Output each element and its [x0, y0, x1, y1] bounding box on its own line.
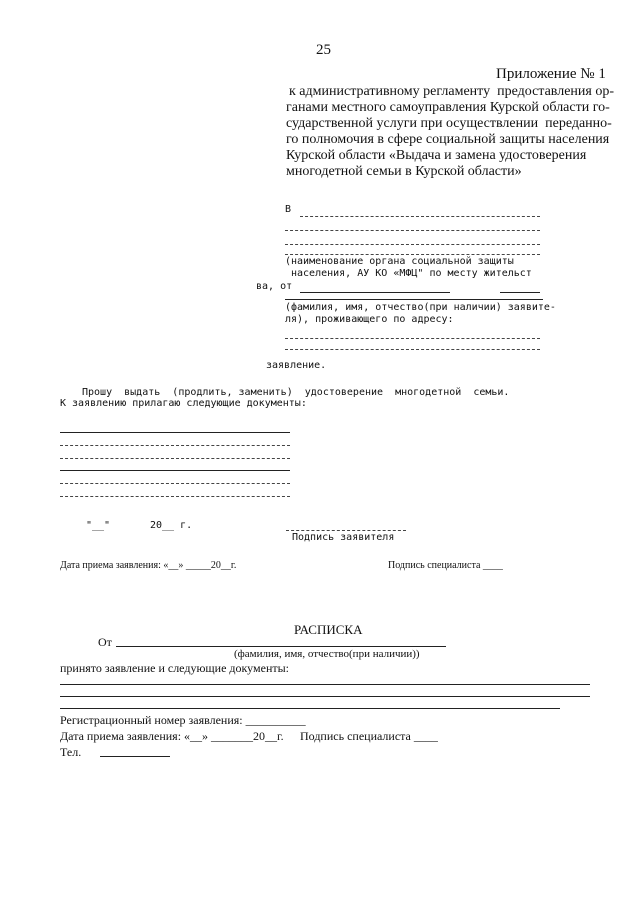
doc-line-5 — [60, 483, 290, 484]
address-fill-line-2 — [285, 349, 540, 350]
statement-body-1: Прошу выдать (продлить, заменить) удостоверение многодетной семьи. — [82, 387, 510, 398]
receipt-phone-line — [100, 756, 170, 757]
receipt-specialist: Подпись специалиста ____ — [300, 729, 438, 743]
receipt-phone-label: Тел. — [60, 745, 82, 759]
appendix-line-5: Курской области «Выдача и замена удостоверения — [286, 148, 587, 163]
statement-date-quote: "__" — [86, 520, 111, 531]
doc-line-2 — [60, 445, 290, 446]
org-caption-1: (наименование органа социальной защиты — [285, 256, 514, 267]
receipt-doc-line-1 — [60, 684, 590, 685]
from-prefix: ва, от — [256, 281, 293, 292]
receipt-fio-caption: (фамилия, имя, отчество(при наличии)) — [234, 648, 420, 660]
org-caption-2: населения, АУ КО «МФЦ" по месту жительст — [291, 268, 532, 279]
receipt-doc-line-3 — [60, 708, 560, 709]
org-fill-line-2 — [285, 230, 540, 231]
page-number: 25 — [316, 42, 331, 58]
fio-caption-2: ля), проживающего по адресу: — [285, 314, 454, 325]
org-fill-line-4 — [285, 254, 540, 255]
appendix-line-1: к административному регламенту предоставления ор- — [289, 84, 615, 99]
applicant-signature-line — [286, 530, 406, 531]
receipt-doc-line-2 — [60, 696, 590, 697]
from-fill-line — [300, 292, 450, 293]
appendix-line-2: ганами местного самоуправления Курской области го- — [286, 100, 610, 115]
statement-body-2: К заявлению прилагаю следующие документы: — [60, 398, 307, 409]
org-fill-line-3 — [285, 244, 540, 245]
to-prefix: В — [285, 204, 292, 215]
intake-specialist-label: Подпись специалиста ____ — [388, 560, 503, 571]
from-fill-line-2 — [500, 292, 540, 293]
statement-date-year: 20__ г. — [150, 520, 193, 531]
appendix-line-3: сударственной услуги при осуществлении переданно- — [286, 116, 612, 131]
receipt-from-label: От — [98, 635, 112, 649]
appendix-line-4: го полномочия в сфере социальной защиты населения — [286, 132, 610, 147]
receipt-from-line — [116, 646, 446, 647]
statement-heading: заявление. — [266, 360, 327, 371]
doc-line-6 — [60, 496, 290, 497]
appendix-title: Приложение № 1 — [496, 66, 606, 82]
receipt-accepted-label: принято заявление и следующие документы: — [60, 661, 290, 675]
applicant-signature-caption: Подпись заявителя — [292, 532, 395, 543]
doc-line-3 — [60, 458, 290, 459]
doc-line-4 — [60, 470, 290, 471]
intake-date-label: Дата приема заявления: «__» _____20__г. — [60, 560, 237, 571]
fio-caption-1: (фамилия, имя, отчество(при наличии) заявите- — [285, 302, 556, 313]
org-fill-line-1 — [300, 216, 540, 217]
receipt-reg-number: Регистрационный номер заявления: __________ — [60, 713, 306, 727]
address-fill-line-1 — [285, 338, 540, 339]
receipt-date: Дата приема заявления: «__» _______20__г. — [60, 729, 284, 743]
fio-fill-line — [285, 299, 543, 300]
appendix-line-6: многодетной семьи в Курской области» — [286, 164, 522, 179]
doc-line-1 — [60, 432, 290, 433]
receipt-title: РАСПИСКА — [294, 622, 363, 637]
